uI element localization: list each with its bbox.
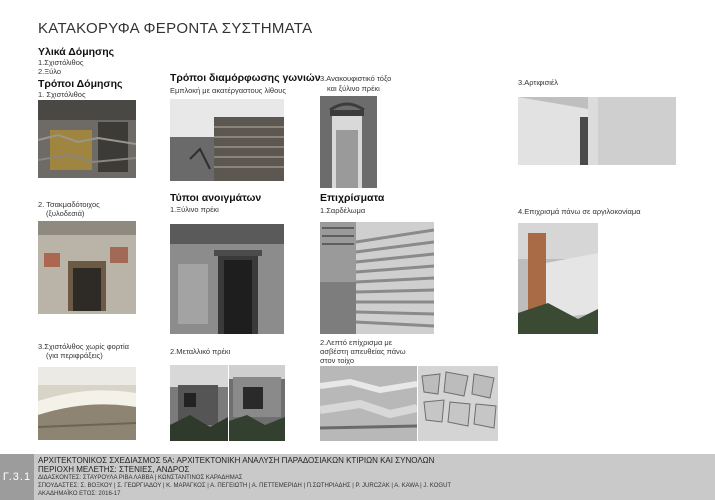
materials-item-1: 1.Σχιστόλιθος	[38, 58, 84, 67]
photo-metal-lintel-2	[229, 365, 285, 441]
photo-relieving-arch	[320, 96, 377, 188]
corners-item-1: Εμπλοκή με ακατέργαστους λίθους	[170, 86, 286, 95]
materials-item-2: 2.Ξύλο	[38, 67, 62, 76]
openings-item-2: 2.Μεταλλικό πρέκι	[170, 347, 231, 356]
plaster-item-2c: στον τοίχο	[320, 356, 355, 365]
openings-item-3b: και ξύλινο πρέκι	[327, 84, 380, 93]
photo-timber-frame-wall	[38, 221, 136, 314]
photo-thin-plaster-1	[320, 366, 417, 441]
plaster-item-2b: ασβέστη απευθείας πάνω	[320, 347, 406, 356]
openings-heading: Τύποι ανοιγμάτων	[170, 192, 262, 204]
openings-item-1: 1.Ξύλινο πρέκι	[170, 205, 219, 214]
footer-bar	[0, 454, 715, 500]
construction-item-3b: (για περιφράξεις)	[46, 351, 103, 360]
construction-item-3a: 3.Σχιστόλιθος χωρίς φορτία	[38, 342, 129, 351]
construction-heading: Τρόποι Δόμησης	[38, 78, 123, 90]
instructors: ΔΙΔΑΣΚΟΝΤΕΣ: ΣΤΑΥΡΟΥΛΑ ΡΙΒΑ ΛΑΒΒΑ | ΚΩΝΣΤΑΝΤΙΝΟΣ ΚΑΡΑΔΗΜΑΣ	[38, 475, 243, 481]
photo-artificial-plaster	[518, 97, 676, 165]
course-title: ΑΡΧΙΤΕΚΤΟΝΙΚΟΣ ΣΧΕΔΙΑΣΜΟΣ 5Α: ΑΡΧΙΤΕΚΤΟΝΙΚΗ ΑΝΑΛΥΣΗ ΠΑΡΑΔΟΣΙΑΚΩΝ ΚΤΙΡΙΩΝ ΚΑΙ ΣΥΝΟΛΩΝ	[38, 456, 435, 465]
openings-item-3a: 3.Ανακουφιστικό τόξο	[320, 74, 392, 83]
corners-heading: Τρόποι διαμόρφωσης γωνιών	[170, 72, 321, 84]
construction-item-2a: 2. Τσακμαδότοιχος	[38, 200, 100, 209]
academic-year: ΑΚΑΔΗΜΑΪΚΟ ΕΤΟΣ: 2016-17	[38, 491, 121, 497]
photo-metal-lintel-1	[170, 365, 228, 441]
sheet-number: Γ.3.1	[0, 454, 34, 500]
photo-wooden-lintel	[170, 224, 284, 334]
photo-sardeloma	[320, 222, 434, 334]
photo-corner-stones	[170, 99, 284, 181]
students: ΣΠΟΥΔΑΣΤΕΣ: Σ. ΒΟΞΚΟΥ | Σ. ΓΕΩΡΓΙΑΔΟΥ | Κ. ΜΑΡΑΓΚΟΣ | Α. ΠΕΓΕΙΩΤΗ | Α. ΠΕΤΤΕΜΕΡΙΔΗ | Π.ΣΩΤΗΡΙΑΔΗΣ | P. JURCZAK | A. KAWA | J. KOGUT	[38, 483, 452, 489]
plaster-heading: Επιχρίσματα	[320, 192, 385, 204]
construction-item-1: 1. Σχιστόλιθος	[38, 90, 86, 99]
materials-heading: Υλικά Δόμησης	[38, 46, 115, 58]
plaster-item-1: 1.Σαρδέλωμα	[320, 206, 366, 215]
study-area: ΠΕΡΙΟΧΗ ΜΕΛΕΤΗΣ: ΣΤΕΝΙΕΣ, ΑΝΔΡΟΣ	[38, 465, 190, 474]
plaster-item-2a: 2.Λεπτό επίχρισμα με	[320, 338, 393, 347]
photo-plaster-on-clay	[518, 223, 598, 334]
plaster-item-4: 4.Επιχρισμά πάνω σε αργιλοκονίαμα	[518, 207, 641, 216]
photo-boundary-wall	[38, 367, 136, 440]
construction-item-2b: (ξυλοδεσιά)	[46, 209, 85, 218]
page-title: ΚΑΤΑΚΟΡΥΦΑ ΦΕΡΟΝΤΑ ΣΥΣΤΗΜΑΤΑ	[38, 20, 313, 37]
photo-schist-wall	[38, 100, 136, 178]
photo-thin-plaster-2	[418, 366, 498, 441]
plaster-item-3: 3.Αρτιφισιέλ	[518, 78, 558, 87]
